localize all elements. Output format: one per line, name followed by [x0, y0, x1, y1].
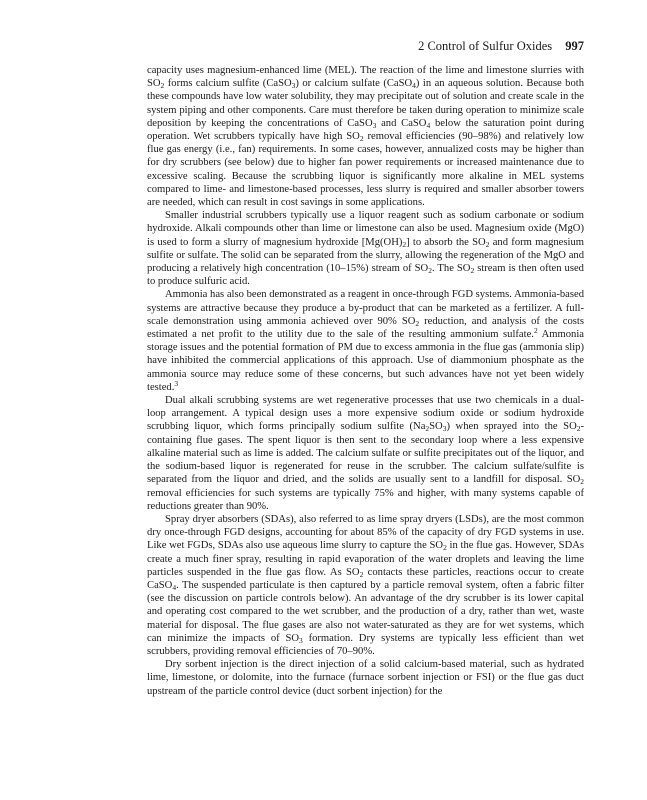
text-run: in the flue gas. However, SDAs create a much finer spray, resulting in rapid evaporation of the water droplets and leaving the lime particles suspended in the flue gas flow. As SO — [147, 540, 584, 578]
subscript: 3 — [299, 635, 303, 645]
text-run: forms calcium sulfite (CaSO — [164, 78, 292, 90]
text-run: Ammonia has also been demonstrated as a reagent in once-through FGD systems. Ammonia-based systems are attractive because they produce a by-product that can be marketed as a fertilizer. A full-scale demonstration using ammonia achieved over 90% SO — [147, 289, 584, 327]
footnote-reference: 2 — [533, 326, 538, 336]
subscript: 2 — [576, 424, 581, 434]
paragraph — [147, 658, 584, 698]
text-run: and CaSO — [376, 117, 427, 129]
text-run: ) when sprayed into the SO — [446, 421, 577, 433]
subscript: 2 — [485, 239, 490, 249]
running-header — [147, 39, 584, 53]
subscript: 2 — [415, 318, 420, 328]
subscript: 3 — [372, 120, 377, 130]
paragraph — [147, 209, 584, 288]
text-run: contacts these particles, reactions occur to create CaSO — [147, 566, 584, 591]
subscript: 3 — [442, 424, 447, 434]
subscript: 2 — [359, 134, 364, 144]
text-run: formation. Dry systems are typically less efficient than wet scrubbers, providing removal efficiencies of 70–90%. — [147, 632, 584, 657]
footnote-reference: 3 — [174, 378, 179, 388]
text-run: ) in an aqueous solution. Because both these compounds have low water solubility, they may precipitate out of solution and create scale in the system piping and other components. Care must therefore be taken during operation to minimize scale deposition by keeping the concentrations of CaSO — [147, 78, 584, 129]
text-run: . The suspended particulate is then captured by a particle removal system, often a fabric filter (see the discussion on particle controls below). An advantage of the dry scrubber is its lower capital and operating cost compared to the wet scrubber, and the production of a dry, rather than wet, waste material for disposal. The flue gases are also not water-saturated as they are for wet systems, which can minimize the impacts of SO — [147, 579, 584, 644]
chapter-number: 2 — [418, 39, 425, 53]
paragraph — [147, 64, 584, 209]
text-run: below the saturation point during operation. Wet scrubbers typically have high SO — [147, 117, 584, 143]
chapter-title: Control of Sulfur Oxides — [427, 39, 553, 53]
text-run: Ammonia storage issues and the potential formation of PM due to excess ammonia in the flue gas (ammonia slip) have inhibited the commercial applications of this approach. Use of diammonium phosphate as the ammonia source may reduce some of these concerns, but such advances have not yet been widely tested. — [147, 329, 584, 393]
text-run: ) or calcium sulfate (CaSO — [295, 78, 413, 90]
subscript: 2 — [402, 239, 407, 249]
text-run: SO — [429, 421, 443, 433]
text-run: removal efficiencies for such systems are typically 75% and higher, with many systems capable of reductions greater than 90%. — [147, 487, 584, 512]
paragraph — [147, 513, 584, 658]
subscript: 2 — [425, 424, 430, 434]
subscript: 2 — [359, 569, 364, 579]
subscript: 2 — [470, 266, 475, 276]
paragraph — [147, 288, 584, 394]
text-run: Smaller industrial scrubbers typically use a liquor reagent such as sodium carbonate or sodium hydroxide. Alkali compounds other than lime or limestone can also be used. Magnesium oxide (MgO) is used to form a slurry of magnesium hydroxide [Mg(OH) — [147, 210, 584, 248]
text-run: ] to absorb the SO — [406, 236, 486, 248]
subscript: 3 — [291, 81, 296, 91]
subscript: 2 — [443, 543, 447, 553]
subscript: 2 — [428, 266, 432, 276]
text-run: removal efficiencies (90–98%) and relatively low flue gas energy (i.e., fan) requirements. In some cases, however, annualized costs may be higher than for dry scrubbers (see below) due to higher fan power requirements or increased maintenance due to excessive scaling. Because the scrubbing liquor is significantly more alkaline in MEL systems compared to lime- and limestone-based processes, less slurry is required and smaller absorber towers are needed, which can result in cost savings in some applications. — [147, 131, 584, 209]
text-run: . The SO — [431, 263, 471, 275]
text-run: stream is then often used to produce sulfuric acid. — [147, 263, 584, 288]
body-text — [147, 64, 584, 698]
text-run: capacity uses magnesium-enhanced lime (MEL). The reaction of the lime and limestone slurries with SO — [147, 65, 584, 90]
text-run: Spray dryer absorbers (SDAs), also referred to as lime spray dryers (LSDs), are the most common dry once-through FGD designs, accounting for about 85% of the capacity of dry FGD systems in use. Like wet FGDs, SDAs also use aqueous lime slurry to capture the SO — [147, 513, 584, 552]
subscript: 2 — [580, 477, 584, 487]
subscript: 4 — [412, 81, 416, 91]
subscript: 4 — [426, 120, 431, 130]
text-run: Dry sorbent injection is the direct injection of a solid calcium-based material, such as hydrated lime, limestone, or dolomite, into the furnace (furnace sorbent injection or FSI) or the flue gas duct upstream of the particle control device (duct sorbent injection) for the — [147, 659, 584, 697]
subscript: 4 — [172, 582, 177, 592]
text-run: reduction, and analysis of the costs estimated a net profit to the utility due to the sale of the resulting ammonium sulfate. — [147, 315, 584, 341]
text-run: -containing flue gases. The spent liquor is then sent to the secondary loop where a less expensive alkaline material such as lime is added. The calcium sulfate or sulfite precipitates out of the liquor, and the sodium-based liquor is regenerated for reuse in the scrubber. The calcium sulfate/sulfite is separated from the liquor and dried, and the solids are usually sent to a landfill for disposal. SO — [147, 421, 584, 486]
page-number: 997 — [565, 39, 584, 53]
text-run: Dual alkali scrubbing systems are wet regenerative processes that use two chemicals in a dual-loop arrangement. A typical design uses a more expensive sodium oxide or sodium hydroxide scrubbing liquor, which forms principally sodium sulfite (Na — [147, 395, 584, 433]
text-run: and form magnesium sulfite or sulfate. The solid can be separated from the slurry, allowing the regeneration of the MgO and producing a relatively high concentration (10–15%) stream of SO — [147, 236, 584, 275]
paragraph — [147, 394, 584, 513]
subscript: 2 — [160, 81, 165, 91]
